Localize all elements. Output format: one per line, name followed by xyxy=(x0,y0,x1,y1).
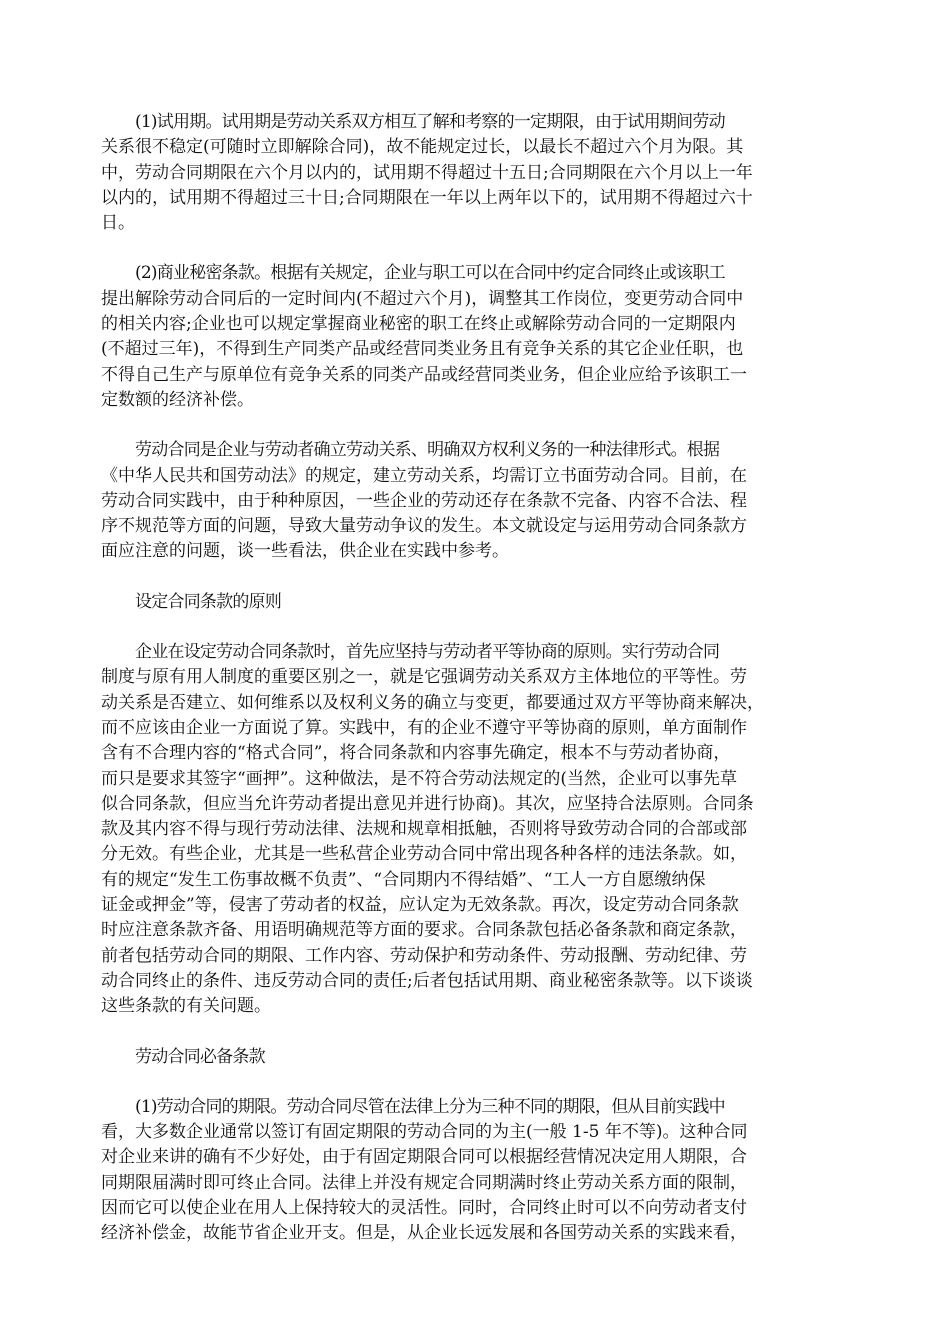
text-line: 前者包括劳动合同的期限、工作内容、劳动保护和劳动条件、劳动报酬、劳动纪律、劳 xyxy=(101,945,747,966)
text-line: 中，劳动合同期限在六个月以内的，试用期不得超过十五日;合同期限在六个月以上一年 xyxy=(101,162,753,183)
paragraph-trade-secret xyxy=(101,261,851,413)
text-line: 这些条款的有关问题。 xyxy=(101,996,271,1017)
text-line: 款及其内容不得与现行劳动法律、法规和规章相抵触，否则将导致劳动合同的合部或部 xyxy=(101,819,747,840)
text-line: 劳动合同是企业与劳动者确立劳动关系、明确双方权利义务的一种法律形式。根据 xyxy=(135,440,720,461)
text-line: 时应注意条款齐备、用语明确规范等方面的要求。合同条款包括必备条款和商定条款， xyxy=(101,920,747,941)
paragraph-probation xyxy=(101,110,851,236)
text-line: 动合同终止的条件、违反劳动合同的责任;后者包括试用期、商业秘密条款等。以下谈谈 xyxy=(101,970,753,991)
text-line: 分无效。有些企业，尤其是一些私营企业劳动合同中常出现各种各样的违法条款。如， xyxy=(101,844,747,865)
text-line: 有的规定“发生工伤事故概不负责”、“合同期内不得结婚”、“工人一方自愿缴纳保 xyxy=(101,869,706,890)
text-line: 定数额的经济补偿。 xyxy=(101,389,254,410)
document-page xyxy=(101,110,851,1272)
text-line: 企业在设定劳动合同条款时，首先应坚持与劳动者平等协商的原则。实行劳动合同 xyxy=(135,642,720,663)
text-line: 看，大多数企业通常以签订有固定期限的劳动合同的为主(一般 1-5 年不等)。这种合同 xyxy=(101,1122,748,1143)
text-line: 面应注意的问题，谈一些看法，供企业在实践中参考。 xyxy=(101,541,509,562)
text-line: 证金或押金”等，侵害了劳动者的权益，应认定为无效条款。再次，设定劳动合同条款 xyxy=(101,895,739,916)
text-line: 日。 xyxy=(101,213,135,234)
text-line: 劳动合同实践中，由于种种原因，一些企业的劳动还存在条款不完备、内容不合法、程 xyxy=(101,490,747,511)
text-line: 的相关内容;企业也可以规定掌握商业秘密的职工在终止或解除劳动合同的一定期限内 xyxy=(101,314,736,335)
text-line: 同期限届满时即可终止合同。法律上并没有规定合同期满时终止劳动关系方面的限制， xyxy=(101,1172,747,1193)
text-line: 以内的，试用期不得超过三十日;合同期限在一年以上两年以下的，试用期不得超过六十 xyxy=(101,187,753,208)
text-line: 而不应该由企业一方面说了算。实践中，有的企业不遵守平等协商的原则，单方面制作 xyxy=(101,717,747,738)
section-heading-principles xyxy=(101,590,851,615)
paragraph-principles xyxy=(101,640,851,1019)
text-line: 《中华人民共和国劳动法》的规定，建立劳动关系，均需订立书面劳动合同。目前，在 xyxy=(101,465,747,486)
text-line: 序不规范等方面的问题，导致大量劳动争议的发生。本文就设定与运用劳动合同条款方 xyxy=(101,516,747,537)
section-heading-required-clauses xyxy=(101,1045,851,1070)
text-line: 关系很不稳定(可随时立即解除合同)，故不能规定过长，以最长不超过六个月为限。其 xyxy=(101,137,744,158)
text-line: 经济补偿金，故能节省企业开支。但是，从企业长远发展和各国劳动关系的实践来看， xyxy=(101,1223,747,1244)
text-line: 因而它可以使企业在用人上保持较大的灵活性。同时，合同终止时可以不向劳动者支付 xyxy=(101,1197,747,1218)
text-line: 对企业来讲的确有不少好处，由于有固定期限合同可以根据经营情况决定用人期限，合 xyxy=(101,1147,747,1168)
text-line: 动关系是否建立、如何维系以及权利义务的确立与变更，都要通过双方平等协商来解决， xyxy=(101,692,764,713)
text-line: 提出解除劳动合同后的一定时间内(不超过六个月)，调整其工作岗位，变更劳动合同中 xyxy=(101,288,744,309)
text-line: 似合同条款，但应当允许劳动者提出意见并进行协商)。其次，应坚持合法原则。合同条 xyxy=(101,793,754,814)
paragraph-introduction xyxy=(101,438,851,564)
text-line: 制度与原有用人制度的重要区别之一，就是它强调劳动关系双方主体地位的平等性。劳 xyxy=(101,667,747,688)
text-line: 不得自己生产与原单位有竞争关系的同类产品或经营同类业务，但企业应给予该职工一 xyxy=(101,364,747,385)
text-line: (2)商业秘密条款。根据有关规定，企业与职工可以在合同中约定合同终止或该职工 xyxy=(135,263,725,284)
text-line: (1)劳动合同的期限。劳动合同尽管在法律上分为三种不同的期限，但从目前实践中 xyxy=(135,1096,725,1117)
heading-text: 劳动合同必备条款 xyxy=(135,1046,265,1067)
paragraph-contract-term xyxy=(101,1095,851,1247)
text-line: 含有不合理内容的“格式合同”，将合同条款和内容事先确定，根本不与劳动者协商， xyxy=(101,743,731,764)
text-line: (1)试用期。试用期是劳动关系双方相互了解和考察的一定期限，由于试用期间劳动 xyxy=(135,112,725,132)
text-line: 而只是要求其签字“画押”。这种做法，是不符合劳动法规定的(当然，企业可以事先草 xyxy=(101,768,738,789)
text-line: (不超过三年)，不得到生产同类产品或经营同类业务且有竞争关系的其它企业任职，也 xyxy=(101,339,744,360)
heading-text: 设定合同条款的原则 xyxy=(135,591,282,612)
